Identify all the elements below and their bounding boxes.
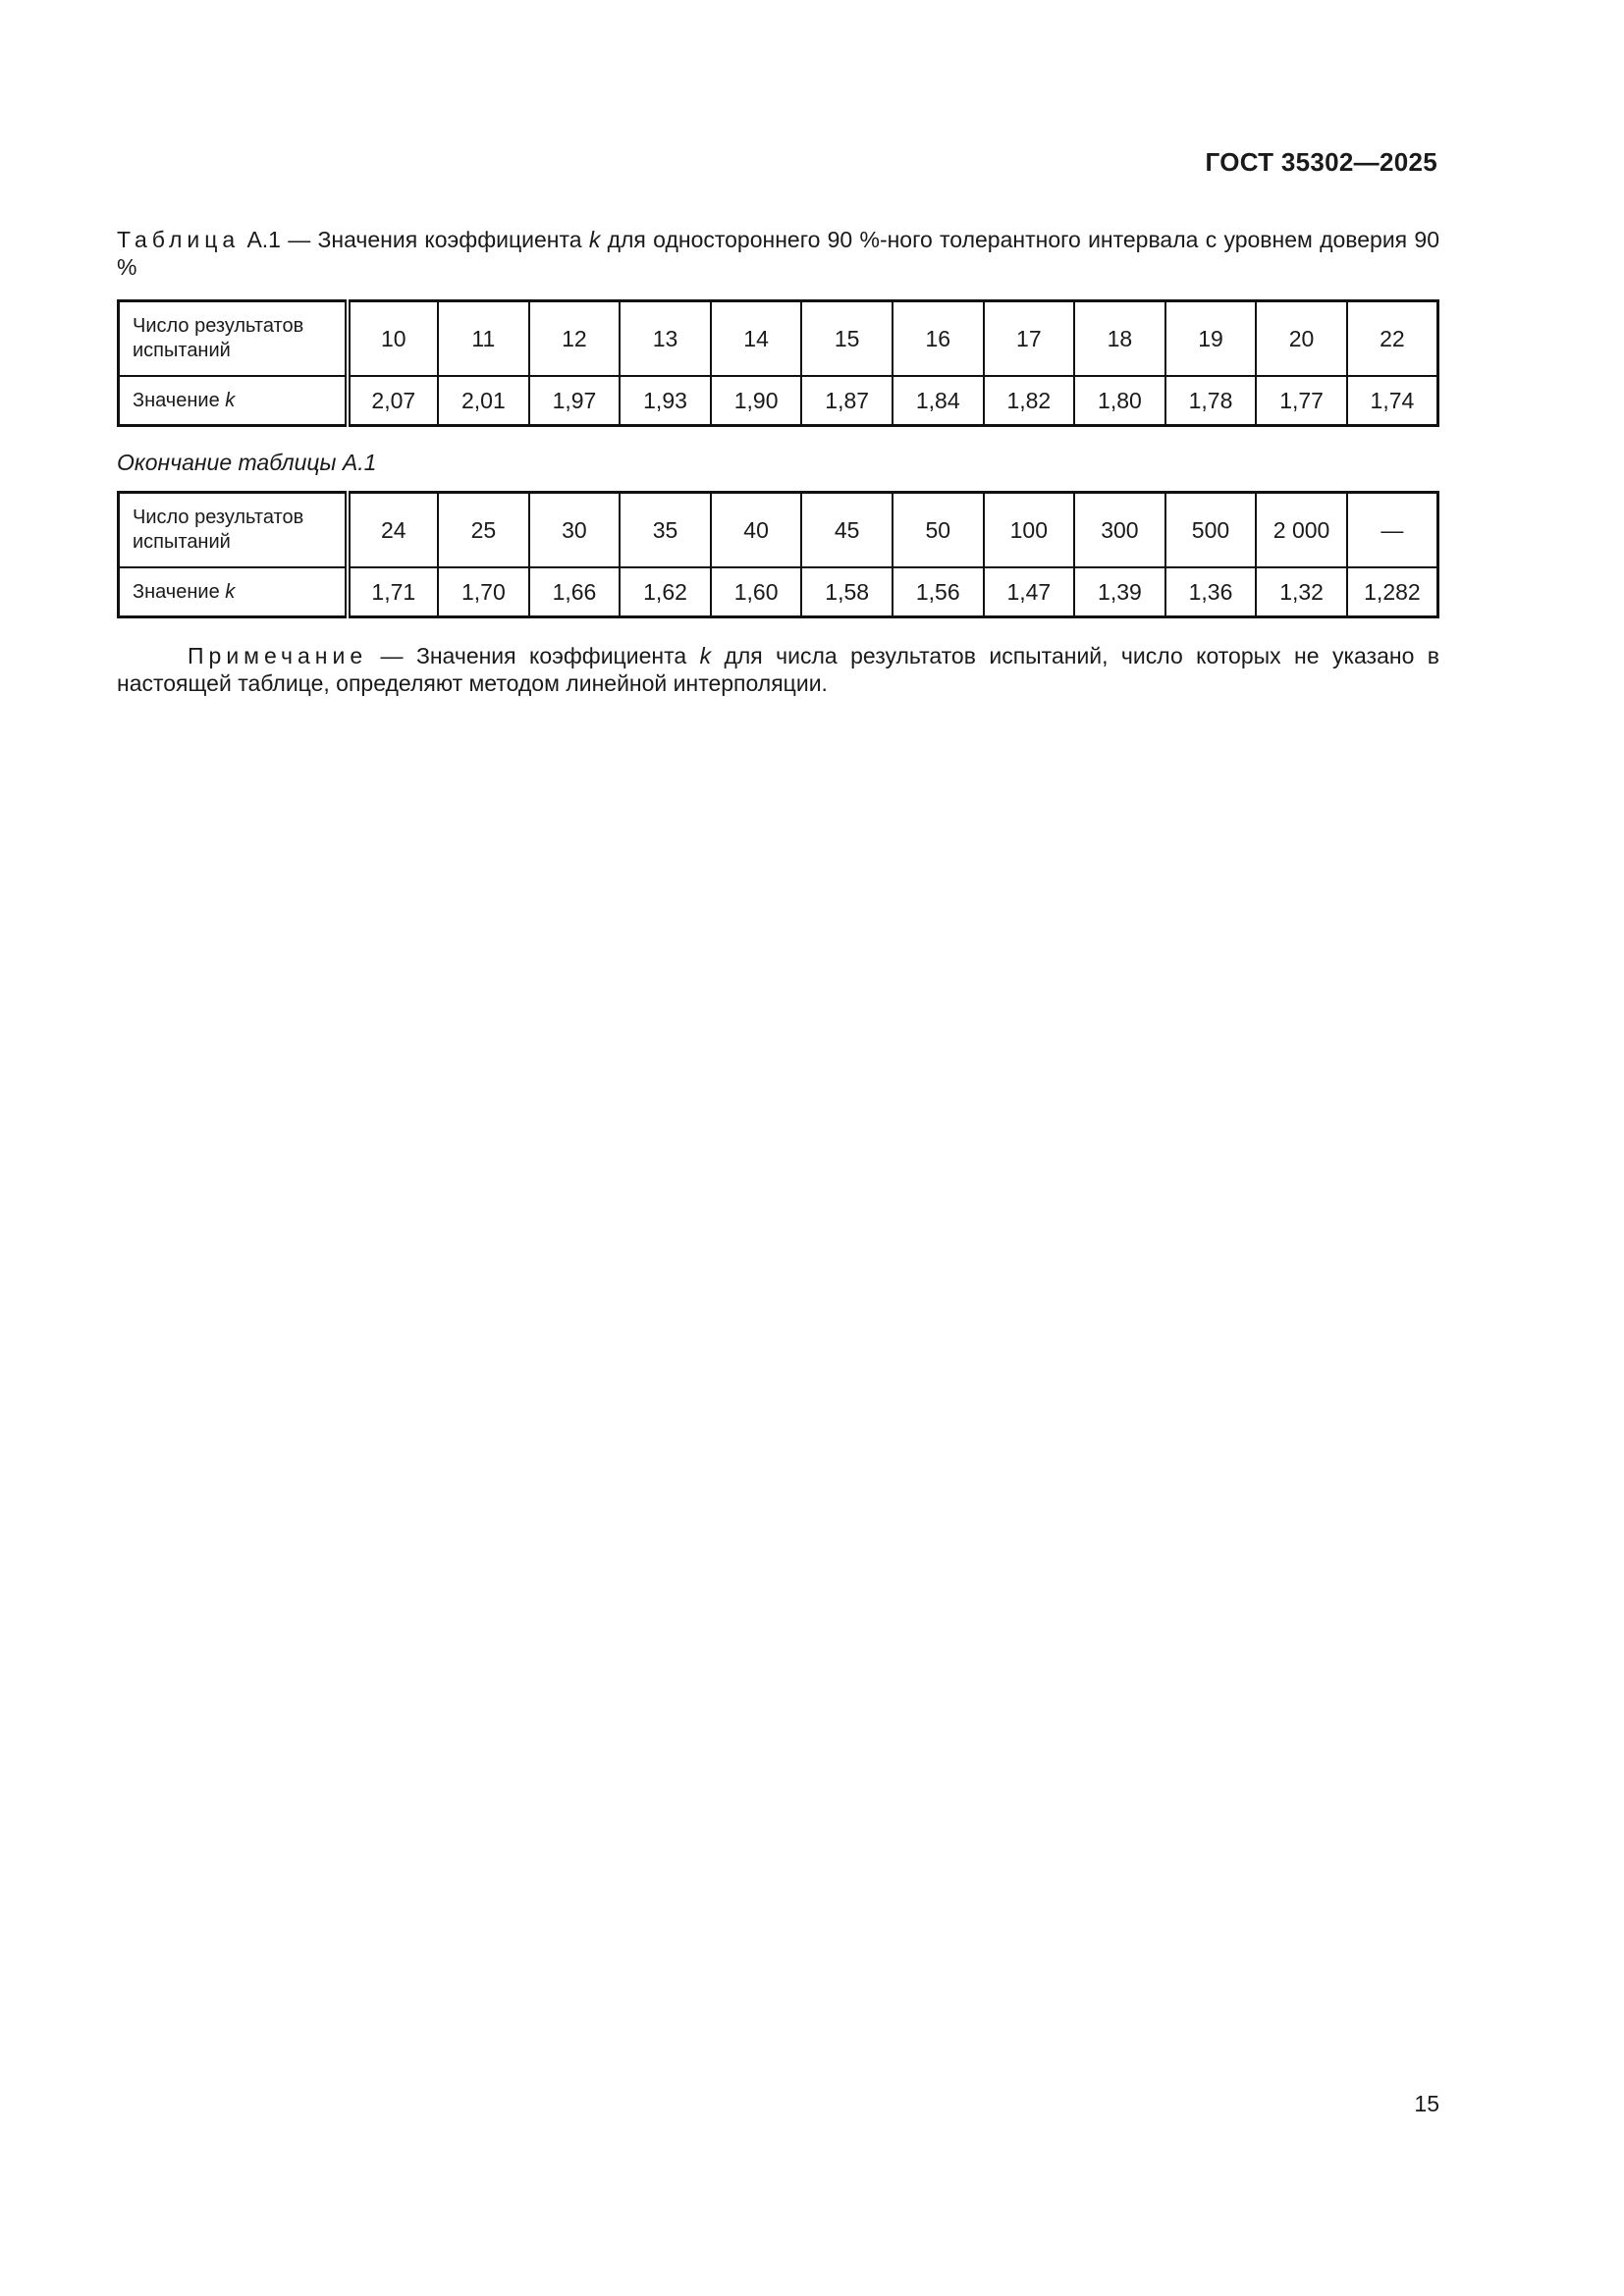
k-values-table-continuation [117, 491, 1439, 618]
k-value-cell: 1,90 [711, 376, 802, 426]
row-header-value [119, 567, 348, 617]
k-value-cell: 1,78 [1165, 376, 1257, 426]
note-label: Примечание [188, 643, 368, 668]
caption-text-end: для одностороннего 90 %-ного толерантного интервала с уровнем доверия 90 % [117, 227, 1439, 280]
test-count-cell: 40 [711, 493, 802, 568]
test-count-cell: 12 [529, 301, 621, 377]
k-value-cell: 1,84 [893, 376, 984, 426]
table-caption [117, 226, 1439, 281]
test-count-cell: 500 [1165, 493, 1257, 568]
test-count-cell: 10 [348, 301, 439, 377]
k-value-cell: 1,60 [711, 567, 802, 617]
test-count-cell: — [1347, 493, 1438, 568]
k-value-cell: 1,97 [529, 376, 621, 426]
k-value-cell: 1,32 [1256, 567, 1347, 617]
test-count-cell: 2 000 [1256, 493, 1347, 568]
table-row-values [119, 376, 1438, 426]
test-count-cell: 20 [1256, 301, 1347, 377]
k-value-cell: 1,71 [348, 567, 439, 617]
test-count-cell: 14 [711, 301, 802, 377]
k-value-cell: 1,77 [1256, 376, 1347, 426]
row-header-value [119, 376, 348, 426]
test-count-cell: 16 [893, 301, 984, 377]
row-header-value-text: Значение [133, 580, 226, 603]
k-value-cell: 1,66 [529, 567, 621, 617]
test-count-cell: 35 [620, 493, 711, 568]
document-code: ГОСТ 35302—2025 [1205, 147, 1437, 177]
k-value-cell: 1,62 [620, 567, 711, 617]
caption-k-symbol: k [588, 227, 601, 252]
note-k-symbol: k [699, 643, 712, 668]
caption-text-start: А.1 — Значения коэффициента [240, 227, 589, 252]
row-header-tests: Число результатов испытаний [119, 301, 348, 377]
k-value-cell: 1,74 [1347, 376, 1438, 426]
page-number: 15 [1414, 2091, 1439, 2116]
test-count-cell: 25 [438, 493, 529, 568]
note-text-end: для числа результатов испытаний, число которых не указано в настоящей таблице, определяют методом линейной интерполяции. [117, 643, 1440, 696]
row-header-k-symbol: k [225, 580, 236, 603]
test-count-cell: 19 [1165, 301, 1257, 377]
k-values-table [117, 299, 1439, 427]
test-count-cell: 15 [801, 301, 893, 377]
k-value-cell: 1,47 [984, 567, 1075, 617]
test-count-cell: 11 [438, 301, 529, 377]
k-value-cell: 1,82 [984, 376, 1075, 426]
k-value-cell: 1,58 [801, 567, 893, 617]
table-row-values [119, 567, 1438, 617]
table-continuation-label: Окончание таблицы А.1 [117, 450, 377, 475]
test-count-cell: 24 [348, 493, 439, 568]
k-value-cell: 1,36 [1165, 567, 1257, 617]
caption-label: Таблица [117, 227, 241, 252]
k-value-cell: 2,01 [438, 376, 529, 426]
row-header-k-symbol: k [225, 389, 236, 411]
k-value-cell: 2,07 [348, 376, 439, 426]
k-value-cell: 1,282 [1347, 567, 1438, 617]
table-row-tests [119, 493, 1438, 568]
k-value-cell: 1,70 [438, 567, 529, 617]
test-count-cell: 17 [984, 301, 1075, 377]
k-value-cell: 1,39 [1074, 567, 1165, 617]
table-row-tests [119, 301, 1438, 377]
test-count-cell: 30 [529, 493, 621, 568]
table-note [117, 642, 1439, 697]
test-count-cell: 100 [984, 493, 1075, 568]
test-count-cell: 300 [1074, 493, 1165, 568]
k-value-cell: 1,80 [1074, 376, 1165, 426]
row-header-value-text: Значение [133, 389, 226, 411]
row-header-tests: Число результатов испытаний [119, 493, 348, 568]
test-count-cell: 50 [893, 493, 984, 568]
note-text-start: — Значения коэффициента [367, 643, 700, 668]
test-count-cell: 45 [801, 493, 893, 568]
k-value-cell: 1,56 [893, 567, 984, 617]
test-count-cell: 13 [620, 301, 711, 377]
k-value-cell: 1,93 [620, 376, 711, 426]
test-count-cell: 18 [1074, 301, 1165, 377]
k-value-cell: 1,87 [801, 376, 893, 426]
test-count-cell: 22 [1347, 301, 1438, 377]
